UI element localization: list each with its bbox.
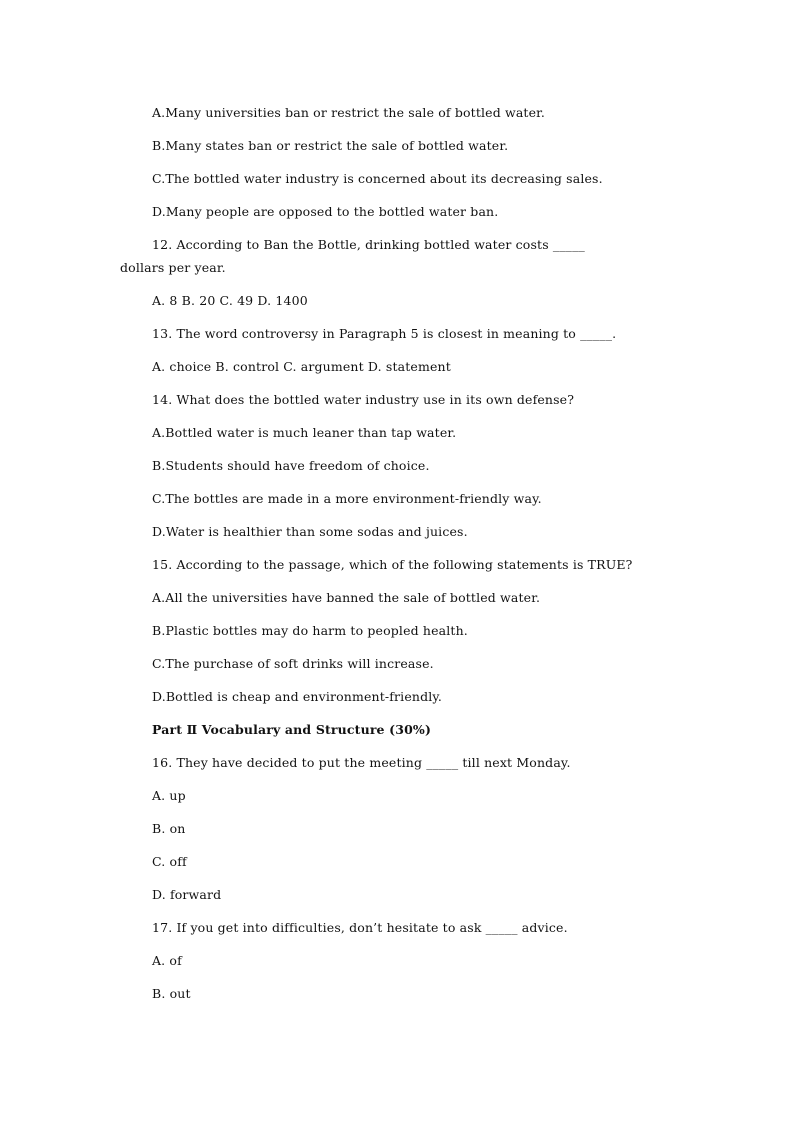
option-15d: D.Bottled is cheap and environment-friendly. [152, 689, 443, 704]
option-14d: D.Water is healthier than some sodas and juices. [152, 524, 468, 539]
option-11b: B.Many states ban or restrict the sale of bottled water. [152, 138, 509, 153]
question-12: 12. According to Ban the Bottle, drinking bottled water costs _____ [152, 237, 585, 252]
option-16b: B. on [152, 821, 186, 836]
options-13: A. choice B. control C. argument D. statement [152, 359, 451, 374]
question-14: 14. What does the bottled water industry use in its own defense? [152, 392, 575, 407]
option-15c: C.The purchase of soft drinks will increase. [152, 656, 434, 671]
question-16: 16. They have decided to put the meeting _____ till next Monday. [152, 755, 571, 770]
option-16c: C. off [152, 854, 187, 869]
option-15b: B.Plastic bottles may do harm to peopled health. [152, 623, 468, 638]
option-17a: A. of [152, 953, 182, 968]
question-17: 17. If you get into difficulties, don’t hesitate to ask _____ advice. [152, 920, 568, 935]
option-11d: D.Many people are opposed to the bottled water ban. [152, 204, 499, 219]
option-14a: A.Bottled water is much leaner than tap water. [152, 425, 457, 440]
option-15a: A.All the universities have banned the sale of bottled water. [152, 590, 541, 605]
question-12-continued: dollars per year. [120, 260, 226, 275]
option-14c: C.The bottles are made in a more environment-friendly way. [152, 491, 542, 506]
option-17b: B. out [152, 986, 191, 1001]
options-12: A. 8 B. 20 C. 49 D. 1400 [152, 293, 308, 308]
option-11a: A.Many universities ban or restrict the sale of bottled water. [152, 105, 546, 120]
option-14b: B.Students should have freedom of choice. [152, 458, 430, 473]
option-16a: A. up [152, 788, 186, 803]
option-11c: C.The bottled water industry is concerned about its decreasing sales. [152, 171, 603, 186]
question-15: 15. According to the passage, which of the following statements is TRUE? [152, 557, 633, 572]
section-heading: Part Ⅱ Vocabulary and Structure (30%) [152, 722, 432, 737]
option-16d: D. forward [152, 887, 222, 902]
question-13: 13. The word controversy in Paragraph 5 is closest in meaning to _____. [152, 326, 617, 341]
